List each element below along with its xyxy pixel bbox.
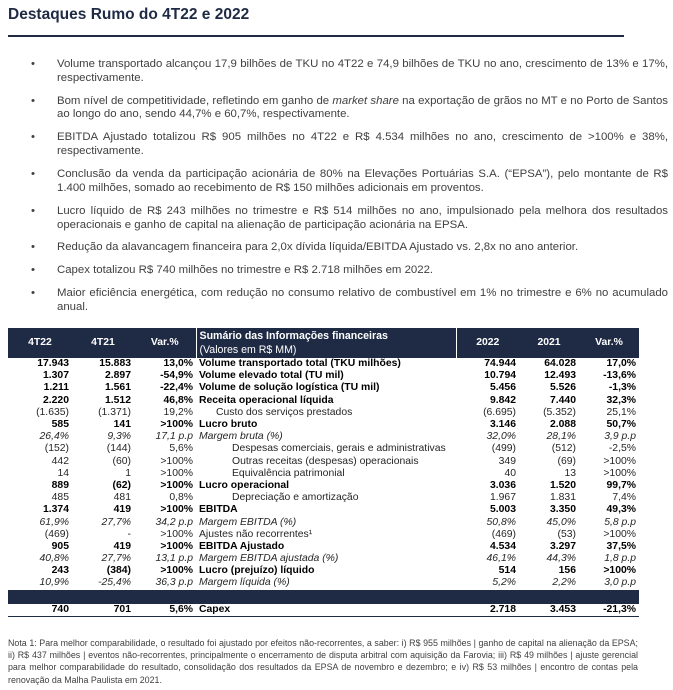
table-row <box>8 468 639 480</box>
cell-y2: 3.453 <box>519 604 579 617</box>
table-row <box>8 358 639 371</box>
title-divider <box>8 35 624 37</box>
header-4t22: 4T22 <box>8 328 72 358</box>
header-2021: 2021 <box>519 328 579 358</box>
cell-q2: -25,4% <box>98 577 131 589</box>
cell-q2: (384) <box>106 565 131 577</box>
cell-y2: 2,2% <box>552 577 576 589</box>
bullet-icon: • <box>31 264 35 277</box>
cell-q2: 481 <box>113 492 131 504</box>
highlight-item: • Redução da alavancagem financeira para 2,0x dívida líquida/EBITDA Ajustado vs. 2,8x no ano anterior. <box>31 241 579 254</box>
cell-qvar: >100% <box>160 504 193 516</box>
cell-y2: 28,1% <box>546 431 576 443</box>
cell-qvar: 5,6% <box>169 443 193 455</box>
cell-q2: (62) <box>112 479 131 491</box>
cell-yvar: >100% <box>603 528 636 540</box>
highlight-item: • EBITDA Ajustado totalizou R$ 905 milhões no 4T22 e R$ 4.534 milhões no ano, crescimento de >100% e 38%, respectivamente. <box>31 131 668 158</box>
table-row <box>8 541 639 553</box>
cell-qvar: >100% <box>160 528 193 540</box>
cell-q2: 419 <box>113 540 131 552</box>
table-row <box>8 480 639 492</box>
row-label: Lucro operacional <box>199 479 290 491</box>
cell-yvar: 17,0% <box>579 358 639 371</box>
cell-q1: 17.943 <box>8 358 72 371</box>
cell-yvar: >100% <box>603 565 636 577</box>
row-label: Margem EBITDA ajustada (%) <box>199 553 339 565</box>
cell-qvar: >100% <box>160 419 193 431</box>
cell-y1: 5,2% <box>492 577 516 589</box>
row-label: Margem líquida (%) <box>199 577 290 589</box>
cell-q1: (469) <box>44 528 69 540</box>
bullet-icon: • <box>31 94 35 107</box>
table-row <box>8 407 639 419</box>
table-header-row <box>8 328 639 343</box>
cell-q1: 2.220 <box>42 394 69 406</box>
cell-qvar: -22,4% <box>160 382 193 394</box>
cell-qvar: 46,8% <box>163 394 193 406</box>
cell-q2: 1.561 <box>104 382 131 394</box>
cell-y1: 10.794 <box>484 370 516 382</box>
row-label: Outras receitas (despesas) operacionais <box>232 455 419 467</box>
cell-yvar: 1,8 p.p <box>604 553 636 565</box>
bullet-icon: • <box>31 131 35 144</box>
cell-y2: (53) <box>557 528 576 540</box>
header-2022: 2022 <box>456 328 519 358</box>
table-row <box>8 431 639 443</box>
header-4t21: 4T21 <box>72 328 134 358</box>
cell-q2: 27,7% <box>101 516 131 528</box>
table-row <box>8 504 639 516</box>
cell-y2: 12.493 <box>544 370 576 382</box>
cell-y2: 3.297 <box>549 540 576 552</box>
bullet-icon: • <box>31 241 35 254</box>
cell-yvar: 37,5% <box>606 540 636 552</box>
row-label: Despesas comerciais, gerais e administrativas <box>232 443 446 455</box>
table-row <box>8 443 639 455</box>
cell-yvar: 99,7% <box>606 479 636 491</box>
table-row <box>8 395 639 407</box>
cell-y2: (5.352) <box>543 406 576 418</box>
row-label: Volume transportado total (TKU milhões) <box>196 358 456 371</box>
cell-y1: 349 <box>498 455 516 467</box>
cell-yvar: 32,3% <box>606 394 636 406</box>
row-label: EBITDA Ajustado <box>199 540 285 552</box>
cell-qvar: >100% <box>160 467 193 479</box>
cell-yvar: -1,3% <box>608 382 636 394</box>
table-row <box>8 370 639 382</box>
highlight-item: • Maior eficiência energética, com redução no consumo relativo de combustível em 1% no trimestre e 6% no acumulado anual. <box>31 287 668 314</box>
cell-q2: - <box>127 528 131 540</box>
cell-q2: 141 <box>113 419 131 431</box>
cell-q1: 14 <box>57 467 69 479</box>
cell-q1: 585 <box>51 419 69 431</box>
cell-q2: (60) <box>112 455 131 467</box>
cell-yvar: 5,8 p.p <box>604 516 636 528</box>
cell-y2: 2.088 <box>549 419 576 431</box>
cell-q2: 1.512 <box>104 394 131 406</box>
header-summary-title: Sumário das Informações financeiras <box>196 328 456 343</box>
cell-q1: 442 <box>51 455 69 467</box>
row-label: Depreciação e amortização <box>232 492 359 504</box>
cell-q2: 2.897 <box>104 370 131 382</box>
cell-q2: 419 <box>113 504 131 516</box>
cell-y2: (69) <box>557 455 576 467</box>
cell-y2: 1.831 <box>549 492 576 504</box>
header-var-year: Var.% <box>579 328 639 358</box>
cell-yvar: 49,3% <box>606 504 636 516</box>
table-row <box>8 553 639 565</box>
cell-y1: 3.036 <box>489 479 516 491</box>
cell-qvar: 13,1 p.p <box>155 553 193 565</box>
row-label: Lucro bruto <box>199 419 258 431</box>
row-label: Volume elevado total (TU mil) <box>199 370 344 382</box>
cell-y1: 40 <box>504 467 516 479</box>
cell-y2: 156 <box>558 565 576 577</box>
cell-y2: 64.028 <box>519 358 579 371</box>
highlight-item: • Capex totalizou R$ 740 milhões no trimestre e R$ 2.718 milhões em 2022. <box>31 264 434 277</box>
cell-q2: 27,7% <box>101 553 131 565</box>
cell-qvar: 17,1 p.p <box>155 431 193 443</box>
highlights-list <box>8 58 668 324</box>
table-row <box>8 516 639 528</box>
cell-y2: 5.526 <box>549 382 576 394</box>
cell-y1: (6.695) <box>483 406 516 418</box>
table-row <box>8 419 639 431</box>
cell-y2: (512) <box>551 443 576 455</box>
cell-yvar: 50,7% <box>606 419 636 431</box>
cell-yvar: -21,3% <box>579 604 639 617</box>
cell-y1: 9.842 <box>489 394 516 406</box>
cell-qvar: 0,8% <box>169 492 193 504</box>
financial-summary-table <box>8 328 639 617</box>
cell-qvar: >100% <box>160 540 193 552</box>
cell-y1: 46,1% <box>486 553 516 565</box>
row-label: Custo dos serviços prestados <box>216 406 353 418</box>
cell-y1: 1.967 <box>489 492 516 504</box>
cell-qvar: >100% <box>160 565 193 577</box>
highlight-item: • Conclusão da venda da participação acionária de 80% na Elevações Portuárias S.A. (“EPSA”), pelo montante de R$ 1.400 milhões, somado ao recebimento de R$ 150 milhões adicionais em proventos. <box>31 168 668 194</box>
cell-qvar: 5,6% <box>134 604 196 617</box>
row-label: Equivalência patrimonial <box>232 467 345 479</box>
cell-yvar: >100% <box>603 467 636 479</box>
cell-y2: 45,0% <box>546 516 576 528</box>
cell-y1: 4.534 <box>489 540 516 552</box>
cell-qvar: 34,2 p.p <box>155 516 193 528</box>
cell-y2: 3.350 <box>549 504 576 516</box>
page-title: Destaques Rumo do 4T22 e 2022 <box>8 6 250 23</box>
table-row <box>8 456 639 468</box>
footnote: Nota 1: Para melhor comparabilidade, o resultado foi ajustado por efeitos não-recorrentes, a saber: i) R$ 955 milhões | ganho de capital na alienação da EPSA; ii) R$ 437 milhões | eventos não-recorrentes, principalmente o encerramento de disputa arbitral com aquisição da Farovia; iii) R$ 49 milhões | ajuste gerencial para melhor comparabilidade do resultado, consolidação dos resultados da EPSA de novembro e dezembro; e iv) R$ 53 milhões | encontro de contas pela renovação da Malha Paulista em 2021. <box>8 638 638 685</box>
table-body <box>8 358 639 617</box>
cell-yvar: 7,4% <box>612 492 636 504</box>
cell-yvar: 3,0 p.p <box>604 577 636 589</box>
row-label: Ajustes não recorrentes¹ <box>199 528 313 540</box>
cell-qvar: 36,3 p.p <box>155 577 193 589</box>
table-row-capex <box>8 604 639 617</box>
cell-yvar: 3,9 p.p <box>604 431 636 443</box>
header-summary-subtitle: (Valores em R$ MM) <box>196 343 456 358</box>
cell-y2: 7.440 <box>549 394 576 406</box>
header-var-quarter: Var.% <box>134 328 196 358</box>
cell-y1: 50,8% <box>486 516 516 528</box>
cell-y1: 5.003 <box>489 504 516 516</box>
cell-q2: (144) <box>106 443 131 455</box>
row-label: Margem EBITDA (%) <box>199 516 297 528</box>
row-label: Capex <box>196 604 456 617</box>
table-divider-band <box>8 590 639 604</box>
cell-q1: 485 <box>51 492 69 504</box>
table-row <box>8 577 639 589</box>
cell-qvar: >100% <box>160 455 193 467</box>
cell-y1: (469) <box>491 528 516 540</box>
cell-y2: 13 <box>564 467 576 479</box>
cell-y1: 3.146 <box>489 419 516 431</box>
cell-yvar: -13,6% <box>603 370 636 382</box>
cell-y1: (499) <box>491 443 516 455</box>
cell-q1: 40,8% <box>39 553 69 565</box>
bullet-icon: • <box>31 287 35 300</box>
cell-q1: (1.635) <box>36 406 69 418</box>
cell-q1: 10,9% <box>39 577 69 589</box>
highlight-item: • Volume transportado alcançou 17,9 bilhões de TKU no 4T22 e 74,9 bilhões de TKU no ano, crescimento de 13% e 17%, respectivamente. <box>31 58 668 84</box>
cell-q1: 243 <box>51 565 69 577</box>
cell-q1: 1.374 <box>42 504 69 516</box>
cell-q1: 61,9% <box>39 516 69 528</box>
cell-qvar: -54,9% <box>160 370 193 382</box>
bullet-icon: • <box>31 204 35 217</box>
bullet-icon: • <box>31 168 35 181</box>
cell-q1: 1.307 <box>42 370 69 382</box>
bullet-icon: • <box>31 58 35 70</box>
highlight-item: • Bom nível de competitividade, refletindo em ganho de market share na exportação de grãos no MT e no Porto de Santos ao longo do ano, sendo 44,7% e 60,7%, respectivamente. <box>31 94 668 121</box>
cell-qvar: >100% <box>160 479 193 491</box>
row-label: Volume de solução logística (TU mil) <box>199 382 380 394</box>
highlight-item: • Lucro líquido de R$ 243 milhões no trimestre e R$ 514 milhões no ano, impulsionado pela melhora dos resultados operacionais e ganho de capital na alienação de participação acionária na EPSA. <box>31 204 668 231</box>
row-label: Margem bruta (%) <box>199 431 283 443</box>
cell-q1: 1.211 <box>43 382 69 394</box>
cell-q2: 15.883 <box>72 358 134 371</box>
table-row <box>8 565 639 577</box>
cell-y2: 44,3% <box>546 553 576 565</box>
cell-q2: 701 <box>72 604 134 617</box>
cell-q1: 889 <box>51 479 69 491</box>
cell-qvar: 13,0% <box>134 358 196 371</box>
cell-q2: 1 <box>125 467 131 479</box>
row-label: Lucro (prejuízo) líquido <box>199 565 315 577</box>
cell-q1: 26,4% <box>39 431 69 443</box>
row-label: Receita operacional líquida <box>199 394 334 406</box>
cell-q1: 740 <box>8 604 72 617</box>
cell-y1: 514 <box>498 565 516 577</box>
cell-yvar: >100% <box>603 455 636 467</box>
cell-y1: 5.456 <box>489 382 516 394</box>
cell-yvar: 25,1% <box>606 406 636 418</box>
cell-qvar: 19,2% <box>163 406 193 418</box>
cell-q2: (1.371) <box>98 406 131 418</box>
cell-yvar: -2,5% <box>608 443 636 455</box>
cell-y1: 32,0% <box>486 431 516 443</box>
cell-y2: 1.520 <box>549 479 576 491</box>
row-label: EBITDA <box>199 504 238 516</box>
table-row <box>8 529 639 541</box>
cell-q1: (152) <box>44 443 69 455</box>
cell-q2: 9,3% <box>107 431 131 443</box>
table-row <box>8 382 639 394</box>
cell-q1: 905 <box>51 540 69 552</box>
table-row <box>8 492 639 504</box>
cell-y1: 2.718 <box>456 604 519 617</box>
cell-y1: 74.944 <box>456 358 519 371</box>
